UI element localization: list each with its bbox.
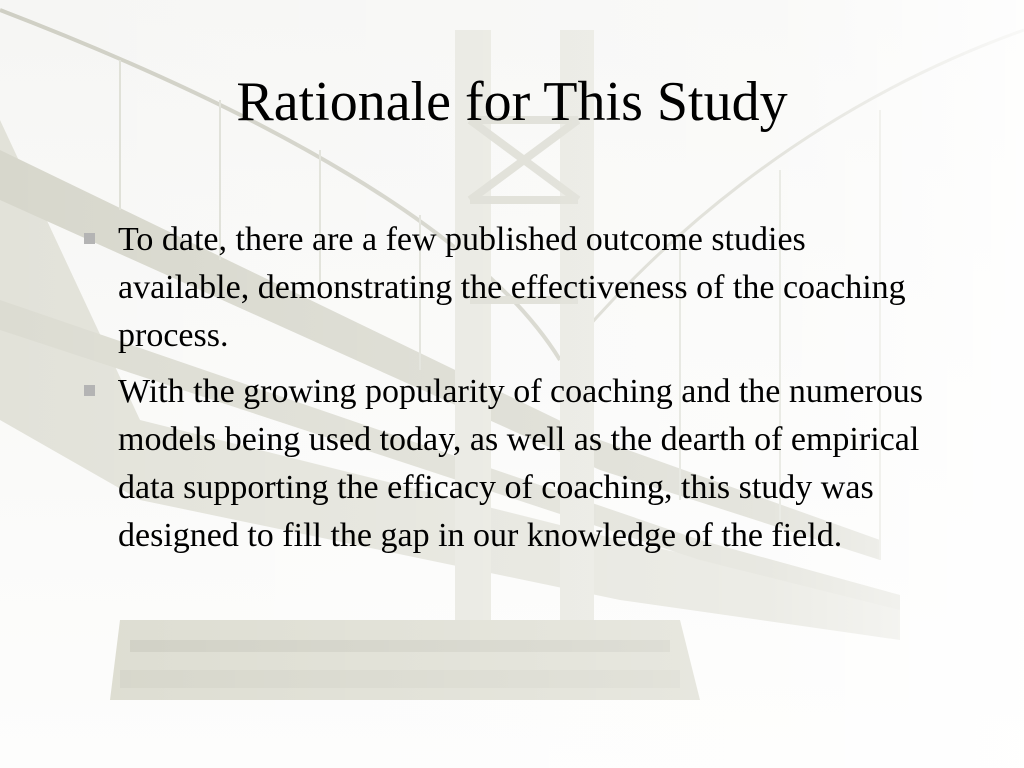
bullet-text: With the growing popularity of coaching and the numerous models being used today, as well as the dearth of empirical data supporting the efficacy of coaching, this study was designed to fill the gap in our knowledge of the field. [118, 373, 923, 554]
slide-title: Rationale for This Study [236, 71, 788, 133]
square-bullet-icon [84, 385, 95, 396]
square-bullet-icon [84, 233, 95, 244]
bullet-list [84, 216, 944, 568]
bullet-item [84, 368, 944, 560]
bullet-item [84, 216, 944, 360]
bullet-text: To date, there are a few published outcome studies available, demonstrating the effectiveness of the coaching process. [118, 221, 906, 354]
